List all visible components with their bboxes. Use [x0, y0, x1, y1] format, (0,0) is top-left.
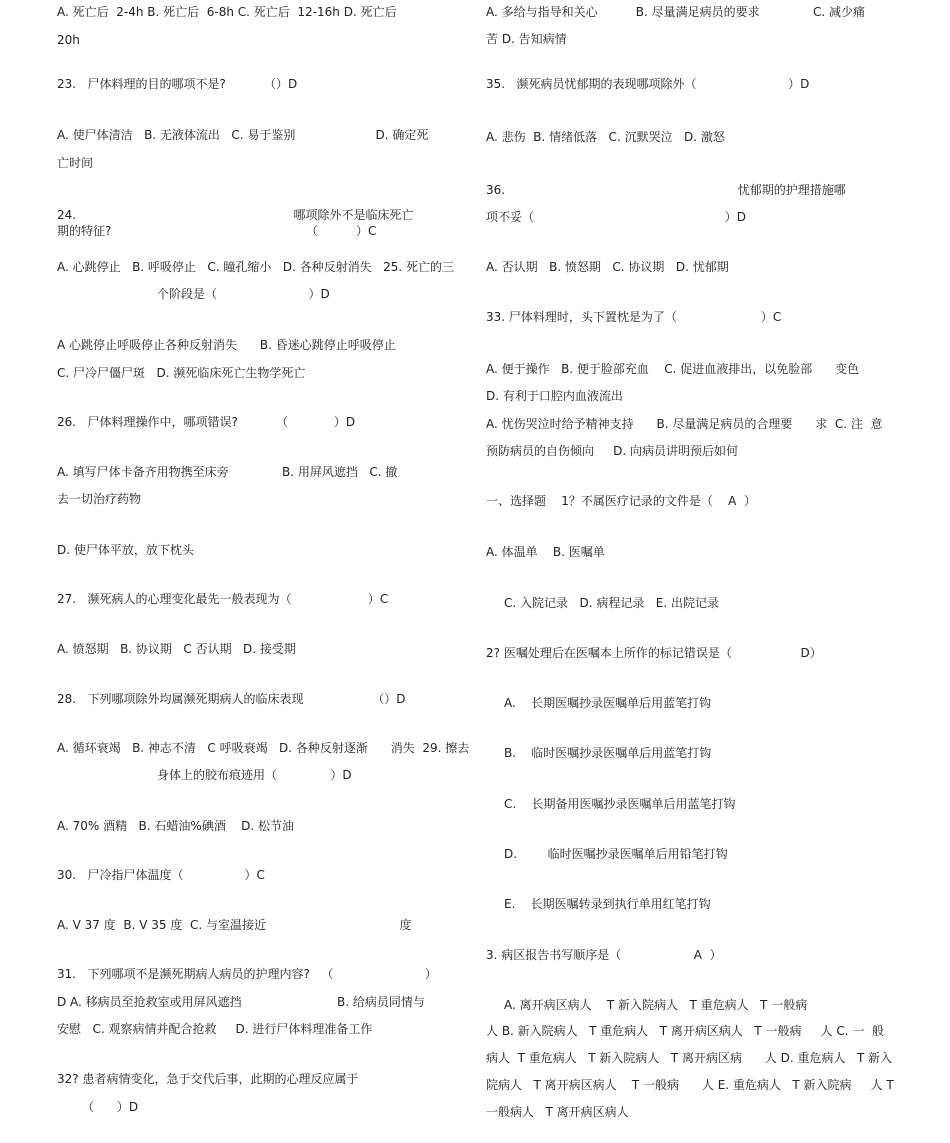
question-3: 3. 病区报告书写顺序是（ A ） [486, 948, 722, 962]
right-line: C. 入院记录 D. 病程记录 E. 出院记录 [504, 596, 719, 610]
left-line: 去一切治疗药物 [57, 492, 142, 506]
right-line: A. 忧伤哭泣时给予精神支持 B. 尽量满足病员的合理要 求 C. 注 意 [486, 417, 883, 431]
right-line: 项不妥（ ）D [486, 210, 746, 224]
question-30: 30. 尸冷指尸体温度（ ）C [57, 868, 265, 882]
left-line: D A. 移病员至抢救室或用屏风遮挡 B. 给病员同情与 [57, 995, 425, 1009]
question-23: 23. 尸体料理的目的哪项不是? （）D [57, 77, 298, 91]
left-line: （ ）D [82, 1100, 139, 1114]
right-line: A. 否认期 B. 愤怒期 C. 协议期 D. 忧郁期 [486, 260, 729, 274]
right-line: 预防病员的自伤倾向 D. 向病员讲明预后如何 [486, 444, 738, 458]
left-line: A. 70% 酒精 B. 石蜡油%碘酒 D. 松节油 [57, 819, 294, 833]
right-line: D. 有利于口腔内血液流出 [486, 389, 623, 403]
left-line: 亡时间 [57, 156, 94, 170]
question-24: 24. 哪项除外不是临床死亡 [57, 208, 414, 222]
left-line: A. 愤怒期 B. 协议期 C 否认期 D. 接受期 [57, 642, 296, 656]
right-line: A. 体温单 B. 医嘱单 [486, 545, 605, 559]
option-a: A. 长期医嘱抄录医嘱单后用蓝笔打钩 [504, 696, 712, 710]
option-b: B. 临时医嘱抄录医嘱单后用蓝笔打钩 [504, 746, 712, 760]
left-line: A. V 37 度 B. V 35 度 C. 与室温接近 度 [57, 918, 412, 932]
question-33: 33. 尸体料理时，头下置枕是为了（ ）C [486, 310, 782, 324]
left-line: A. 循环衰竭 B. 神志不清 C 呼吸衰竭 D. 各种反射逐渐 消失 29. 擦去 [57, 741, 470, 755]
question-28: 28. 下列哪项除外均属濒死期病人的临床表现 （）D [57, 692, 406, 706]
left-line: D. 使尸体平放，放下枕头 [57, 543, 194, 557]
left-line: C. 尸冷尸僵尸斑 D. 濒死临床死亡生物学死亡 [57, 366, 306, 380]
question-35: 35. 濒死病员忧郁期的表现哪项除外（ ）D [486, 77, 810, 91]
left-line: A. 心跳停止 B. 呼吸停止 C. 瞳孔缩小 D. 各种反射消失 25. 死亡的三 [57, 260, 455, 274]
right-line: A. 便于操作 B. 便于脸部充血 C. 促进血液排出，以免脸部 变色 [486, 362, 860, 376]
left-line: 安慰 C. 观察病情并配合抢救 D. 进行尸体料理准备工作 [57, 1022, 373, 1036]
left-line: A 心跳停止呼吸停止各种反射消失 B. 昏迷心跳停止呼吸停止 [57, 338, 396, 352]
left-line: 身体上的胶布痕迹用（ ）D [157, 768, 352, 782]
right-line: 人 B. 新入院病人 T 重危病人 T 离开病区病人 T 一般病 人 C. 一 般 [486, 1024, 884, 1038]
left-line: A. 填写尸体卡备齐用物携至床旁 B. 用屏风遮挡 C. 撤 [57, 465, 398, 479]
right-line: A. 悲伤 B. 情绪低落 C. 沉默哭泣 D. 激怒 [486, 130, 725, 144]
question-2: 2? 医嘱处理后在医嘱本上所作的标记错误是（ D） [486, 646, 822, 660]
right-line: A. 多给与指导和关心 B. 尽量满足病员的要求 C. 减少痛 [486, 5, 866, 19]
right-line: 院病人 T 离开病区病人 T 一般病 人 E. 重危病人 T 新入院病 人 T [486, 1078, 894, 1092]
left-line: A. 使尸体清洁 B. 无液体流出 C. 易于鉴别 D. 确定死 [57, 128, 429, 142]
option-d: D. 临时医嘱抄录医嘱单后用铅笔打钩 [504, 847, 728, 861]
left-line: 20h [57, 33, 80, 47]
right-line: 病人 T 重危病人 T 新入院病人 T 离开病区病 人 D. 重危病人 T 新入 [486, 1051, 893, 1065]
left-line: 个阶段是（ ）D [157, 287, 330, 301]
question-32: 32? 患者病情变化，急于交代后事，此期的心理反应属于 [57, 1072, 359, 1086]
left-line: A. 死亡后 2-4h B. 死亡后 6-8h C. 死亡后 12-16h D. 死亡后 [57, 5, 397, 19]
option-e: E. 长期医嘱转录到执行单用红笔打钩 [504, 897, 711, 911]
section-heading: 一、选择题 1？不属医疗记录的文件是（ A ） [486, 494, 756, 508]
right-line: 苦 D. 告知病情 [486, 32, 567, 46]
right-line: A. 离开病区病人 T 新入院病人 T 重危病人 T 一般病 [504, 998, 808, 1012]
option-c: C. 长期备用医嘱抄录医嘱单后用蓝笔打钩 [504, 797, 736, 811]
question-26: 26. 尸体料理操作中，哪项错误? （ ）D [57, 415, 356, 429]
question-31: 31. 下列哪项不是濒死期病人病员的护理内容? （ ） [57, 967, 437, 981]
question-36: 36. 忧郁期的护理措施哪 [486, 183, 846, 197]
left-line: 期的特征? （ ）C [57, 224, 377, 238]
right-line: 一般病人 T 离开病区病人 [486, 1105, 629, 1119]
question-27: 27. 濒死病人的心理变化最先一般表现为（ ）C [57, 592, 389, 606]
